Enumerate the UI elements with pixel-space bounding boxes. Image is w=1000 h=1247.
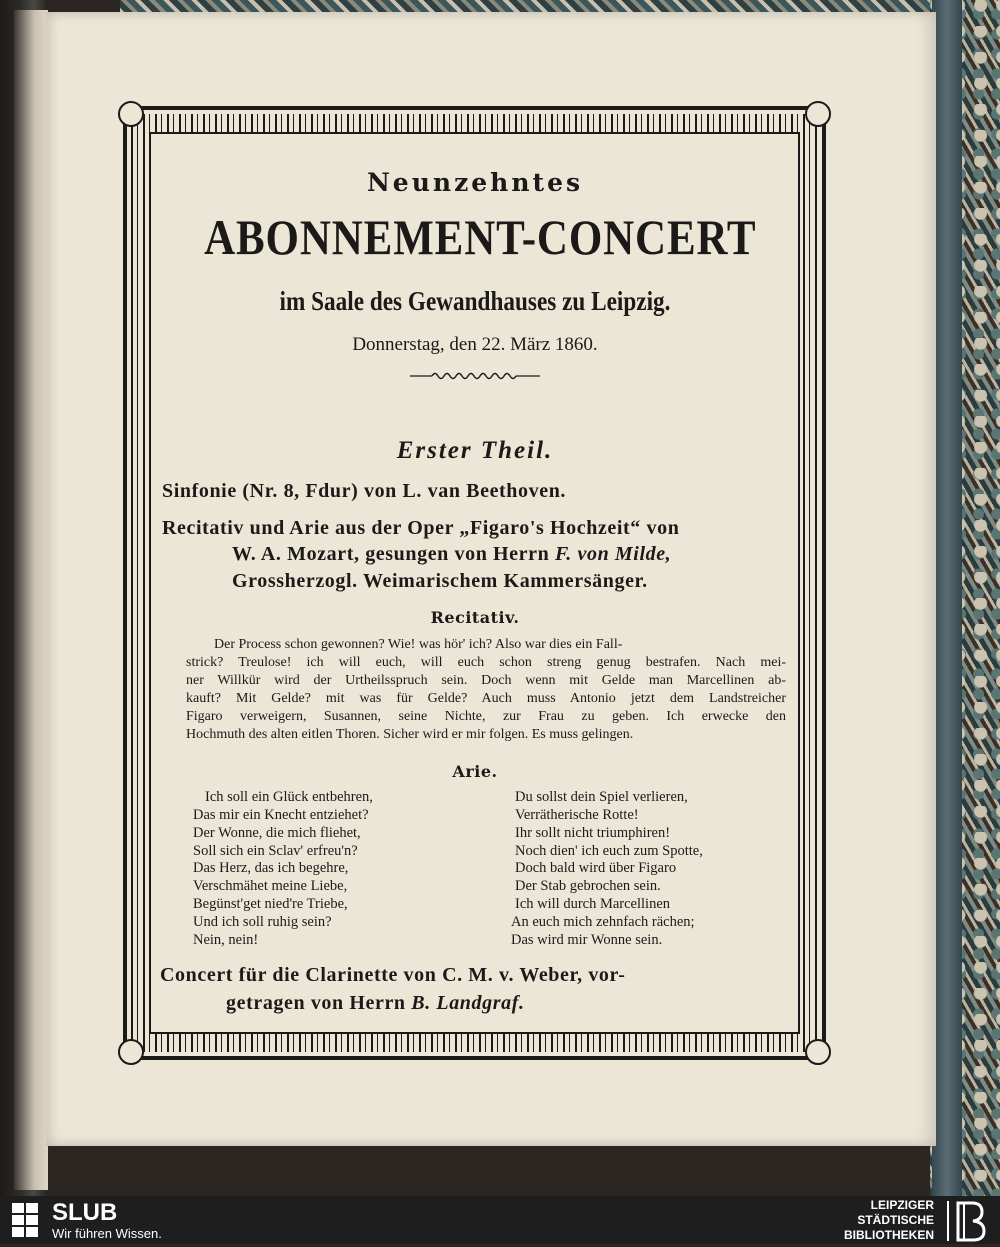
arie-verse-right: An euch mich zehnfach rächen;	[511, 914, 695, 930]
book-spine-right	[932, 0, 962, 1196]
recitativ-line: kauft? Mit Gelde? mit was für Gelde? Auch muss Antonio jetzt dem Landstreicher	[186, 691, 786, 706]
border-corner-ornament	[805, 1039, 831, 1065]
arie-verse-right: Das wird mir Wonne sein.	[511, 932, 663, 948]
arie-verse-left: Verschmähet meine Liebe,	[193, 878, 348, 894]
left-page-edge	[14, 10, 48, 1190]
slub-logo-icon[interactable]	[10, 1201, 40, 1239]
arie-verse-right: Noch dien' ich euch zum Spotte,	[515, 843, 703, 859]
program-item-aria-line: Grossherzogl. Weimarischem Kammersänger.	[232, 570, 648, 592]
recitativ-line: strick? Treulose! ich will euch, will euch schon streng genug bestrafen. Nach mei-	[186, 655, 786, 670]
concert-number-heading: Neunzehntes	[366, 168, 584, 197]
program-item-aria-line	[232, 543, 671, 566]
recitativ-line: ner Willkür wird der Urtheilsspruch sein. Doch wenn mit Gelde man Marcellinen ab-	[186, 673, 786, 688]
program-item-aria-line: Recitativ und Arie aus der Oper „Figaro's Hochzeit“ von	[162, 517, 680, 539]
library-name-line: STÄDTISCHE	[857, 1213, 934, 1227]
arie-verse-right: Doch bald wird über Figaro	[515, 860, 677, 876]
arie-verse-right: Du sollst dein Spiel verlieren,	[515, 789, 688, 805]
slub-tagline: Wir führen Wissen.	[52, 1226, 162, 1241]
recitativ-heading: Recitativ.	[430, 608, 520, 627]
border-corner-ornament	[805, 101, 831, 127]
arie-verse-right: Ich will durch Marcellinen	[515, 896, 671, 912]
library-name-line: LEIPZIGER	[870, 1198, 934, 1212]
recitativ-line: Hochmuth des alten eitlen Thoren. Sicher wird er mir folgen. Es muss gelingen.	[186, 727, 634, 742]
program-item-clarinet-line	[226, 992, 525, 1015]
clarinet-performer-name: B. Landgraf.	[411, 992, 525, 1014]
arie-verse-left: Nein, nein!	[193, 932, 259, 948]
wave-divider-ornament	[160, 370, 790, 386]
concert-date: Donnerstag, den 22. März 1860.	[352, 334, 598, 355]
arie-heading: Arie.	[452, 762, 498, 781]
library-logo-icon[interactable]	[944, 1199, 992, 1243]
arie-verse-left: Das mir ein Knecht entziehet?	[193, 807, 369, 823]
part-heading: Erster Theil.	[396, 437, 554, 464]
slub-name[interactable]: SLUB	[52, 1199, 118, 1226]
program-item-clarinet-line: Concert für die Clarinette von C. M. v. Weber, vor-	[160, 964, 626, 986]
arie-verse-left: Begünst'get nied're Triebe,	[193, 896, 348, 912]
arie-verse-right: Ihr sollt nicht triumphiren!	[515, 825, 671, 841]
program-item-symphony: Sinfonie (Nr. 8, Fdur) von L. van Beethoven.	[162, 480, 567, 502]
arie-verse-left: Und ich soll ruhig sein?	[193, 914, 332, 930]
concert-title: ABONNEMENT-CONCERT	[204, 209, 757, 265]
arie-verse-left: Ich soll ein Glück entbehren,	[205, 789, 373, 805]
arie-verse-left: Das Herz, das ich begehre,	[193, 860, 349, 876]
library-name-line: BIBLIOTHEKEN	[844, 1228, 934, 1242]
arie-verse-right: Der Stab gebrochen sein.	[515, 878, 661, 894]
recitativ-line: Figaro verweigern, Susannen, seine Nichte, zur Frau zu geben. Ich erwecke den	[186, 709, 786, 724]
arie-verse-right: Verrätherische Rotte!	[515, 807, 639, 823]
arie-verse-left: Soll sich ein Sclav' erfreu'n?	[193, 843, 358, 859]
library-name[interactable]	[844, 1198, 934, 1243]
clarinet-performer-intro: getragen von Herrn	[226, 992, 412, 1014]
arie-verse-left: Der Wonne, die mich fliehet,	[193, 825, 361, 841]
border-corner-ornament	[118, 101, 144, 127]
recitativ-line: Der Process schon gewonnen? Wie! was hör' ich? Also war dies ein Fall-	[214, 637, 623, 652]
border-corner-ornament	[118, 1039, 144, 1065]
aria-performer-name: F. von Milde,	[554, 543, 672, 565]
aria-composer-text: W. A. Mozart, gesungen von Herrn	[232, 543, 555, 565]
venue-line: im Saale des Gewandhauses zu Leipzig.	[279, 286, 671, 316]
